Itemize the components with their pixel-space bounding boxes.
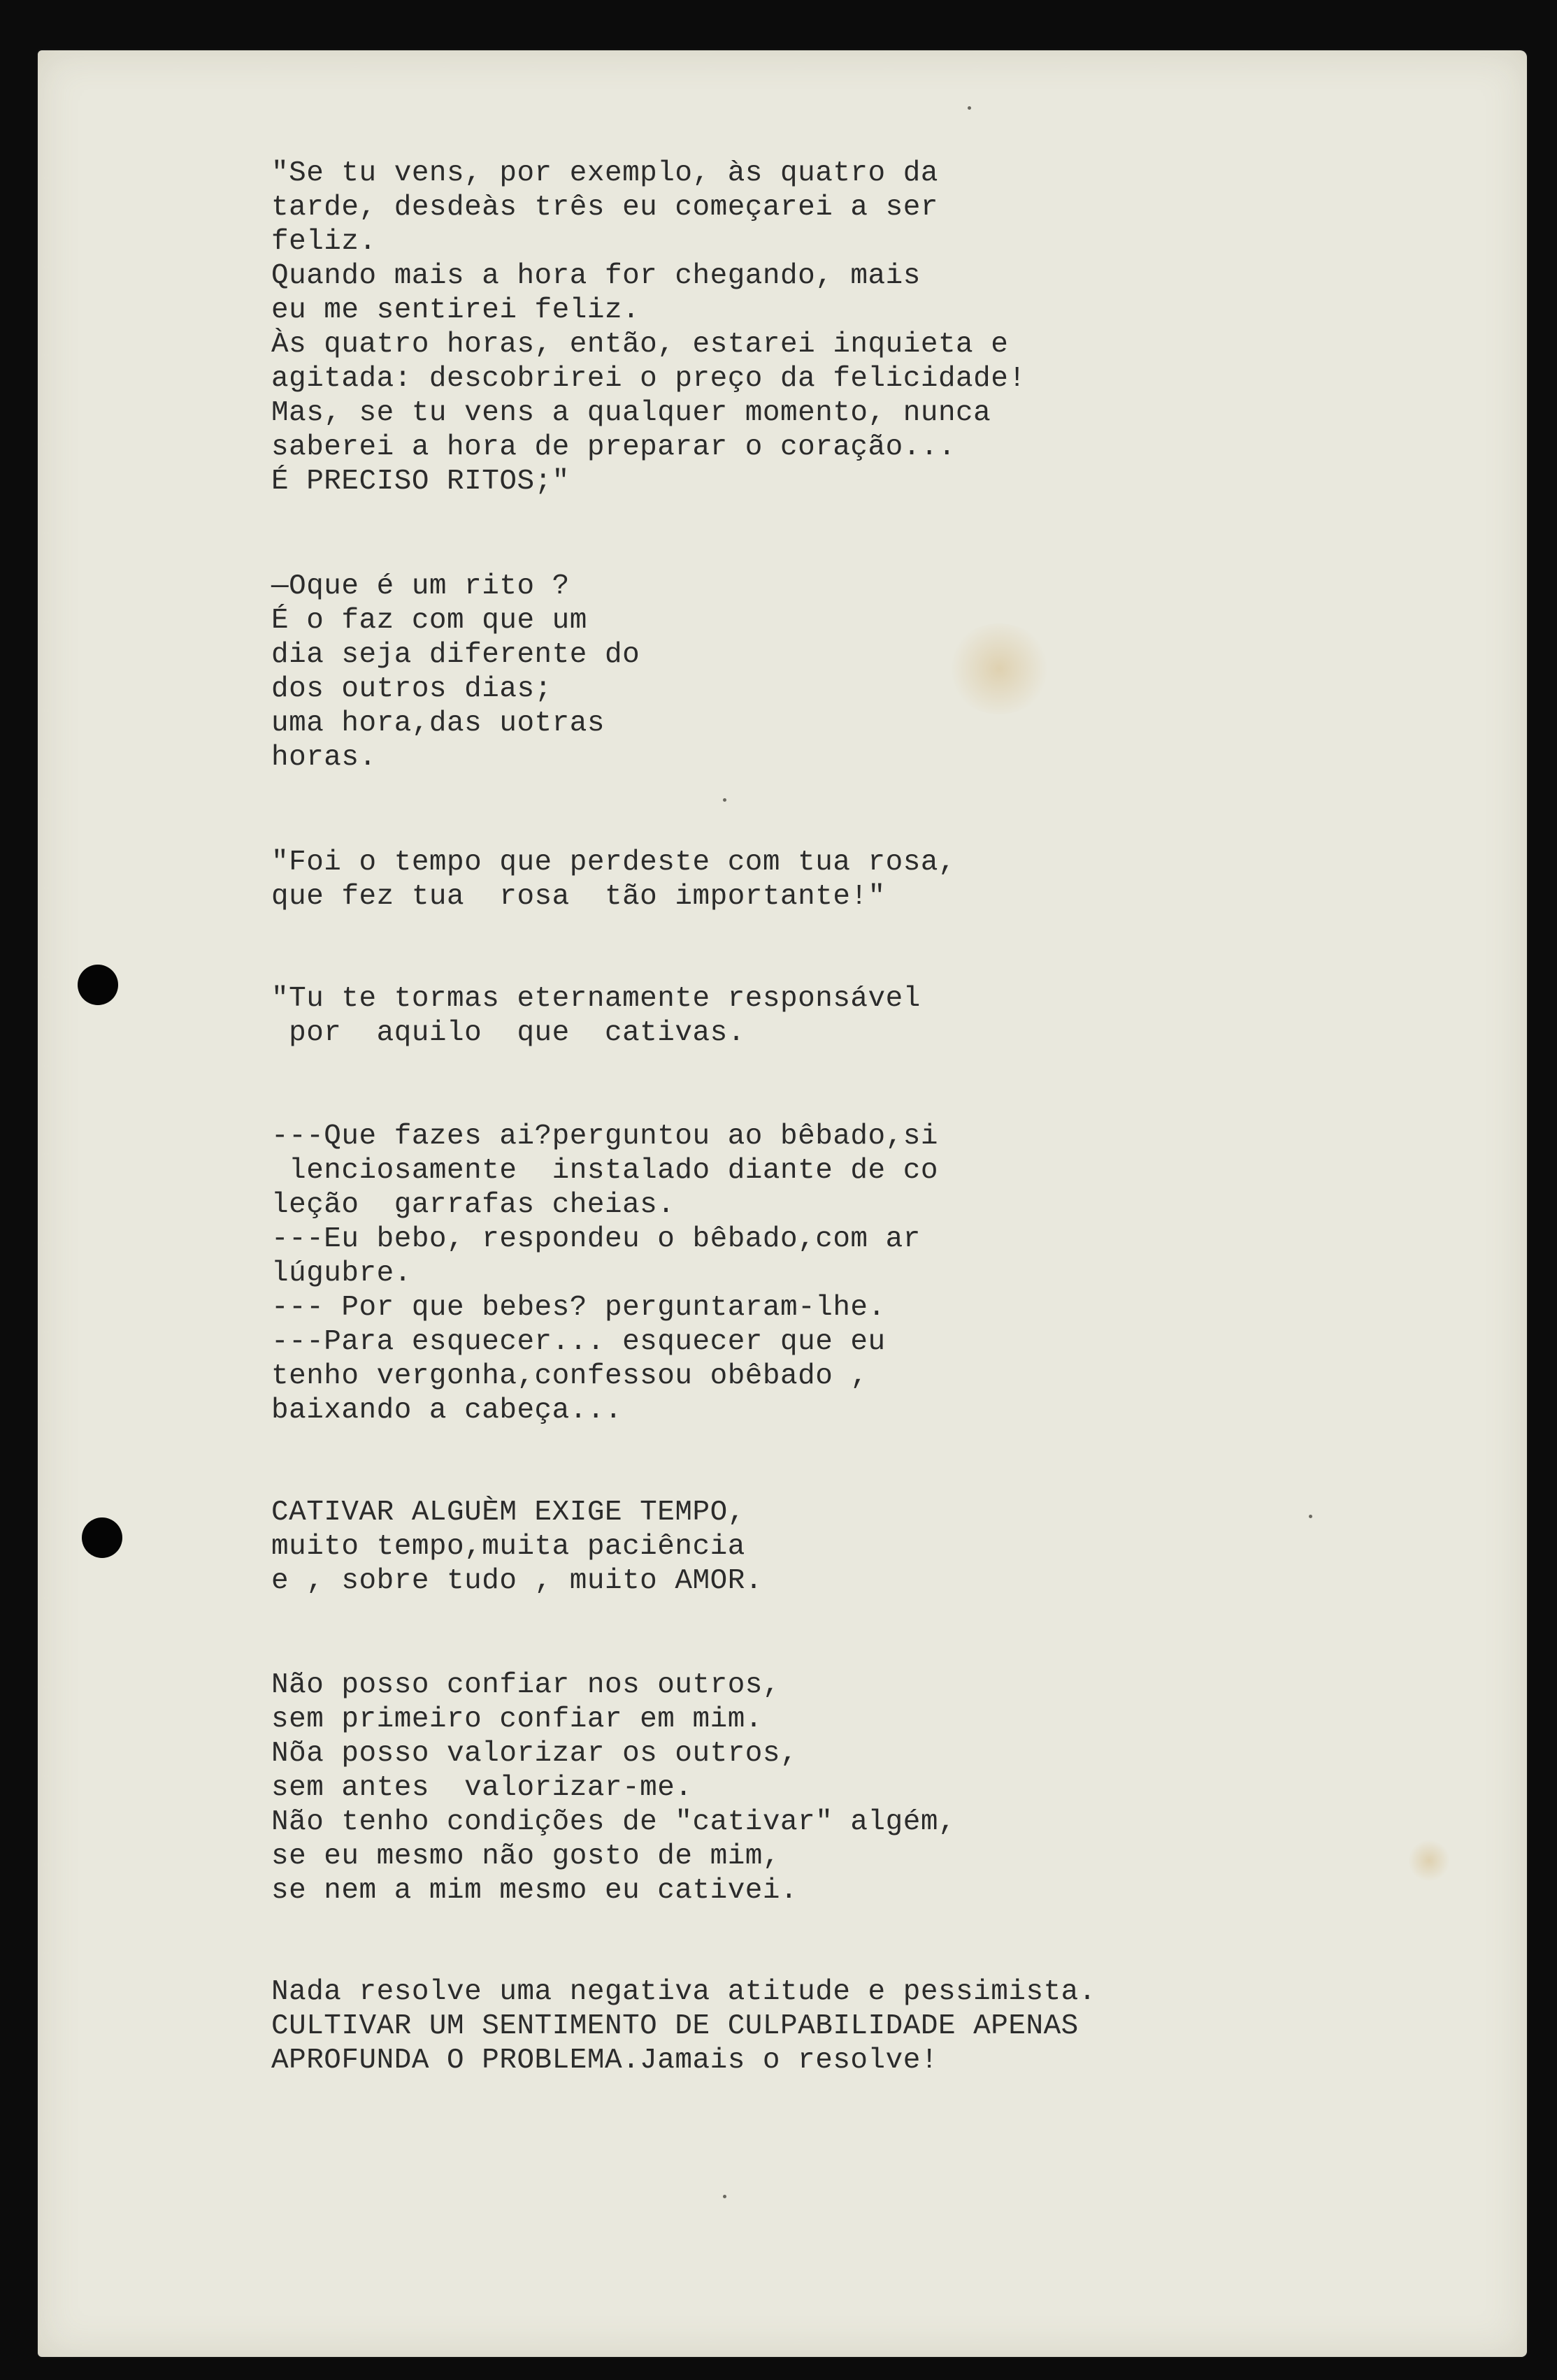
text-line: que fez tua rosa tão importante!" xyxy=(271,881,886,913)
text-line: CULTIVAR UM SENTIMENTO DE CULPABILIDADE APENAS xyxy=(271,2010,1079,2042)
punch-hole-top xyxy=(78,965,118,1005)
text-line: APROFUNDA O PROBLEMA.Jamais o resolve! xyxy=(271,2044,938,2077)
text-line: Nada resolve uma negativa atitude e pessimista. xyxy=(271,1976,1096,2008)
paper-speck xyxy=(723,2195,726,2198)
paper-stain xyxy=(1408,1840,1450,1882)
text-line: Quando mais a hora for chegando, mais xyxy=(271,260,921,292)
text-line: ---Eu bebo, respondeu o bêbado,com ar xyxy=(271,1223,921,1255)
text-line: É o faz com que um xyxy=(271,605,587,637)
text-line: "Tu te tormas eternamente responsável xyxy=(271,983,921,1015)
text-block-quote-rosa xyxy=(271,846,956,914)
text-line: feliz. xyxy=(271,226,377,258)
text-line: leção garrafas cheias. xyxy=(271,1189,675,1221)
text-line: tenho vergonha,confessou obêbado , xyxy=(271,1360,868,1392)
text-line: É PRECISO RITOS;" xyxy=(271,466,570,498)
text-line: uma hora,das uotras xyxy=(271,707,605,740)
paper-speck xyxy=(723,798,726,802)
text-line: por aquilo que cativas. xyxy=(271,1017,745,1049)
paper-speck xyxy=(968,106,971,110)
text-block-quote-ritos xyxy=(271,157,1026,499)
text-line: —Oque é um rito ? xyxy=(271,570,570,603)
text-line: tarde, desdeàs três eu começarei a ser xyxy=(271,192,938,224)
text-line: muito tempo,muita paciência xyxy=(271,1531,745,1563)
text-line: Às quatro horas, então, estarei inquieta e xyxy=(271,329,1009,361)
text-line: lenciosamente instalado diante de co xyxy=(271,1155,938,1187)
text-line: Mas, se tu vens a qualquer momento, nunca xyxy=(271,397,991,429)
text-line: lúgubre. xyxy=(271,1257,412,1290)
text-line: dos outros dias; xyxy=(271,673,552,705)
text-line: "Se tu vens, por exemplo, às quatro da xyxy=(271,157,938,189)
paper-stain xyxy=(947,623,1052,714)
text-line: ---Para esquecer... esquecer que eu xyxy=(271,1326,886,1358)
text-line: "Foi o tempo que perdeste com tua rosa, xyxy=(271,846,956,879)
text-block-que-e-um-rito xyxy=(271,570,640,775)
text-line: sem primeiro confiar em mim. xyxy=(271,1703,763,1736)
text-block-dialogo-bebado xyxy=(271,1120,938,1428)
text-line: se nem a mim mesmo eu cativei. xyxy=(271,1875,798,1907)
text-line: dia seja diferente do xyxy=(271,639,640,671)
text-line: baixando a cabeça... xyxy=(271,1394,623,1427)
text-line: --- Por que bebes? perguntaram-lhe. xyxy=(271,1292,886,1324)
text-line: CATIVAR ALGUÈM EXIGE TEMPO, xyxy=(271,1496,745,1529)
text-line: e , sobre tudo , muito AMOR. xyxy=(271,1565,763,1597)
text-block-cativar-alguem xyxy=(271,1496,763,1599)
text-block-confiar-nos-outros xyxy=(271,1668,956,1908)
text-line: ---Que fazes ai?perguntou ao bêbado,si xyxy=(271,1120,938,1153)
text-line: Não tenho condições de "cativar" algém, xyxy=(271,1806,956,1838)
text-line: se eu mesmo não gosto de mim, xyxy=(271,1840,781,1873)
text-block-nada-resolve xyxy=(271,1975,1096,2078)
text-line: saberei a hora de preparar o coração... xyxy=(271,431,956,463)
paper-speck xyxy=(1309,1515,1312,1518)
text-block-quote-responsavel xyxy=(271,982,921,1051)
text-line: agitada: descobrirei o preço da felicidade! xyxy=(271,363,1026,395)
text-line: Não posso confiar nos outros, xyxy=(271,1669,781,1701)
punch-hole-bottom xyxy=(82,1517,122,1558)
text-line: sem antes valorizar-me. xyxy=(271,1772,693,1804)
text-line: horas. xyxy=(271,742,377,774)
text-line: eu me sentirei feliz. xyxy=(271,294,640,326)
text-line: Nõa posso valorizar os outros, xyxy=(271,1738,798,1770)
